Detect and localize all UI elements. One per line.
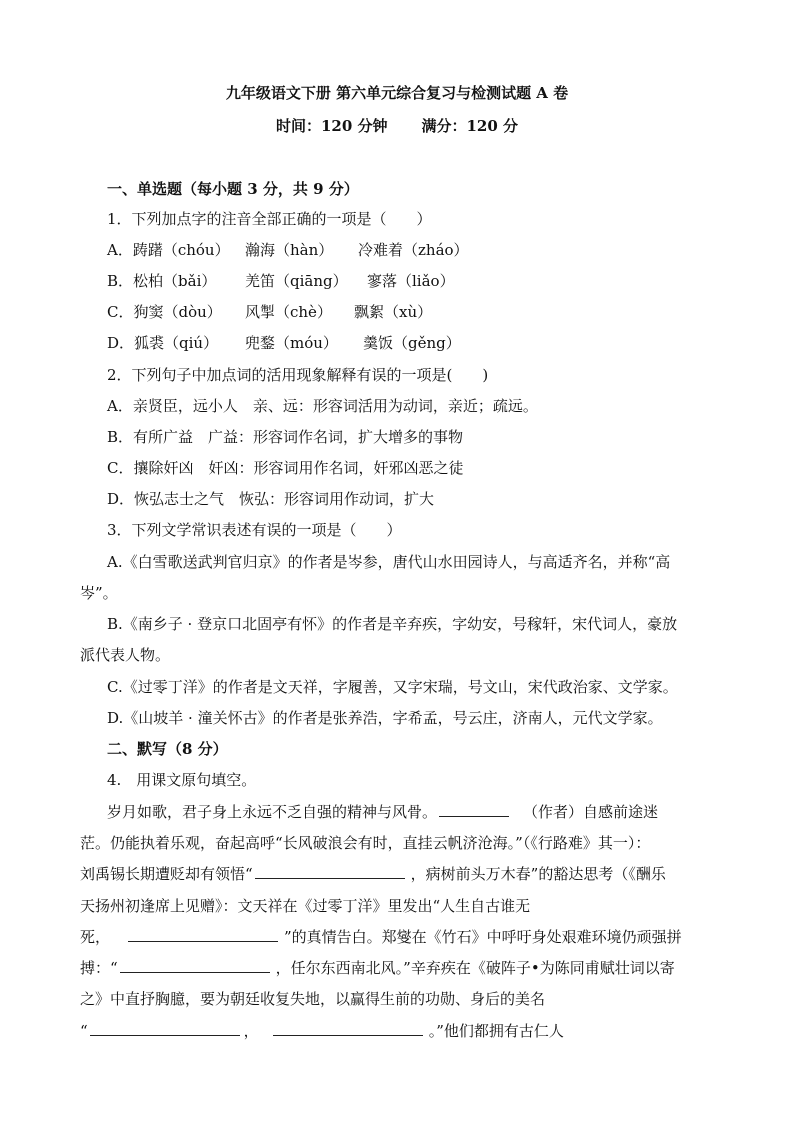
q2-option-b: B．有所广益 广益：形容词作名词，扩大增多的事物 xyxy=(107,428,464,446)
q3-option-a-line1: A.《白雪歌送武判官归京》的作者是岑参，唐代山水田园诗人，与高适齐名，并称“高 xyxy=(107,553,671,571)
q4-l1-text2: （作者）自感前途迷 xyxy=(523,803,659,821)
q1-option-b xyxy=(107,270,455,291)
section1-heading: 一、单选题（每小题 3 分，共 9 分） xyxy=(107,180,359,198)
q1-c-1: C．狗窦（dòu） xyxy=(107,303,222,321)
q1-a-1: A．踌躇（chóu） xyxy=(107,241,230,259)
q3-option-c: C.《过零丁洋》的作者是文天祥，字履善，又字宋瑞，号文山，宋代政治家、文学家。 xyxy=(107,678,678,696)
blank-5[interactable] xyxy=(90,1021,240,1036)
blank-2[interactable] xyxy=(255,864,405,879)
q1-a-2: 瀚海（hàn） xyxy=(245,241,334,259)
q4-l8-text: “ xyxy=(80,1022,88,1040)
q1-d-3: 羹饭（gěng） xyxy=(363,334,461,352)
q1-d-1: D．狐裘（qiú） xyxy=(107,334,219,352)
blank-1[interactable] xyxy=(439,802,509,817)
q3-option-b-line1: B.《南乡子 · 登京口北固亭有怀》的作者是辛弃疾，字幼安，号稼轩，宋代词人，豪放 xyxy=(107,615,678,633)
q2-stem: 2．下列句子中加点词的活用现象解释有误的一项是( ) xyxy=(107,366,489,384)
q1-option-d xyxy=(107,332,461,353)
q4-line-5 xyxy=(80,926,682,947)
section2-heading: 二、默写（8 分） xyxy=(107,740,228,758)
q4-l6-text2: ，任尔东西南北风。”辛弃疾在《破阵子•为陈同甫赋壮词以寄 xyxy=(275,959,675,977)
q1-option-a xyxy=(107,239,469,260)
q4-l5-text2: ”的真情告白。郑燮在《竹石》中呼吁身处艰难环境仍顽强拼 xyxy=(284,928,682,946)
q4-stem: 4. 用课文原句填空。 xyxy=(107,771,257,789)
q4-l8-text3: 。”他们都拥有古仁人 xyxy=(428,1022,564,1040)
q4-line-7: 之》中直抒胸臆，要为朝廷收复失地，以赢得生前的功勋、身后的美名 xyxy=(80,990,546,1008)
q3-option-d: D.《山坡羊 · 潼关怀古》的作者是张养浩，字希孟，号云庄，济南人，元代文学家。 xyxy=(107,709,663,727)
time-limit: 时间：120 分钟 xyxy=(275,117,388,135)
q4-line-8 xyxy=(80,1020,564,1041)
q2-option-a: A．亲贤臣，远小人 亲、远：形容词活用为动词，亲近；疏远。 xyxy=(107,397,538,415)
q3-option-a-line2: 岑”。 xyxy=(80,584,118,602)
exam-title: 九年级语文下册 第六单元综合复习与检测试题 A 卷 xyxy=(225,84,569,102)
q1-c-2: 风掣（chè） xyxy=(245,303,332,321)
full-score: 满分：120 分 xyxy=(421,117,519,135)
q3-stem: 3．下列文学常识表述有误的一项是（ ） xyxy=(107,521,402,539)
q4-l3-text2: ，病树前头万木春”的豁达思考（《酬乐 xyxy=(410,865,666,883)
q2-option-c: C．攘除奸凶 奸凶：形容词用作名词，奸邪凶恶之徒 xyxy=(107,459,464,477)
exam-meta xyxy=(0,115,794,136)
q4-line-6 xyxy=(80,957,675,978)
q4-line-2: 茫。仍能执着乐观，奋起高呼“长风破浪会有时，直挂云帆济沧海。”（《行路难》其一）： xyxy=(80,834,651,852)
q3-option-b-line2: 派代表人物。 xyxy=(80,646,171,664)
blank-4[interactable] xyxy=(120,958,270,973)
q1-b-2: 羌笛（qiāng） xyxy=(245,272,348,290)
q4-l1-text: 岁月如歌，君子身上永远不乏自强的精神与风骨。 xyxy=(107,803,438,821)
blank-3[interactable] xyxy=(128,927,278,942)
q4-l5-text: 死， xyxy=(80,928,111,946)
q1-b-3: 寥落（liǎo） xyxy=(367,272,455,290)
q1-c-3: 飘絮（xù） xyxy=(354,303,433,321)
q2-option-d: D．恢弘志士之气 恢弘：形容词用作动词，扩大 xyxy=(107,490,435,508)
q1-d-2: 兜鍪（móu） xyxy=(245,334,338,352)
q1-b-1: B．松柏（bǎi） xyxy=(107,272,217,290)
q1-option-c xyxy=(107,301,432,322)
q4-l8-text2: ， xyxy=(243,1022,259,1040)
q1-stem: 1．下列加点字的注音全部正确的一项是（ ） xyxy=(107,210,432,228)
q4-l3-text: 刘禹锡长期遭贬却有领悟“ xyxy=(80,865,253,883)
blank-6[interactable] xyxy=(273,1021,423,1036)
q4-line-4: 天扬州初逢席上见赠》：文天祥在《过零丁洋》里发出“人生自古谁无 xyxy=(80,897,531,915)
q4-line-3 xyxy=(80,863,666,884)
q4-line-1 xyxy=(107,801,658,822)
q4-l6-text: 搏：“ xyxy=(80,959,118,977)
q1-a-3: 冷难着（zháo） xyxy=(358,241,469,259)
